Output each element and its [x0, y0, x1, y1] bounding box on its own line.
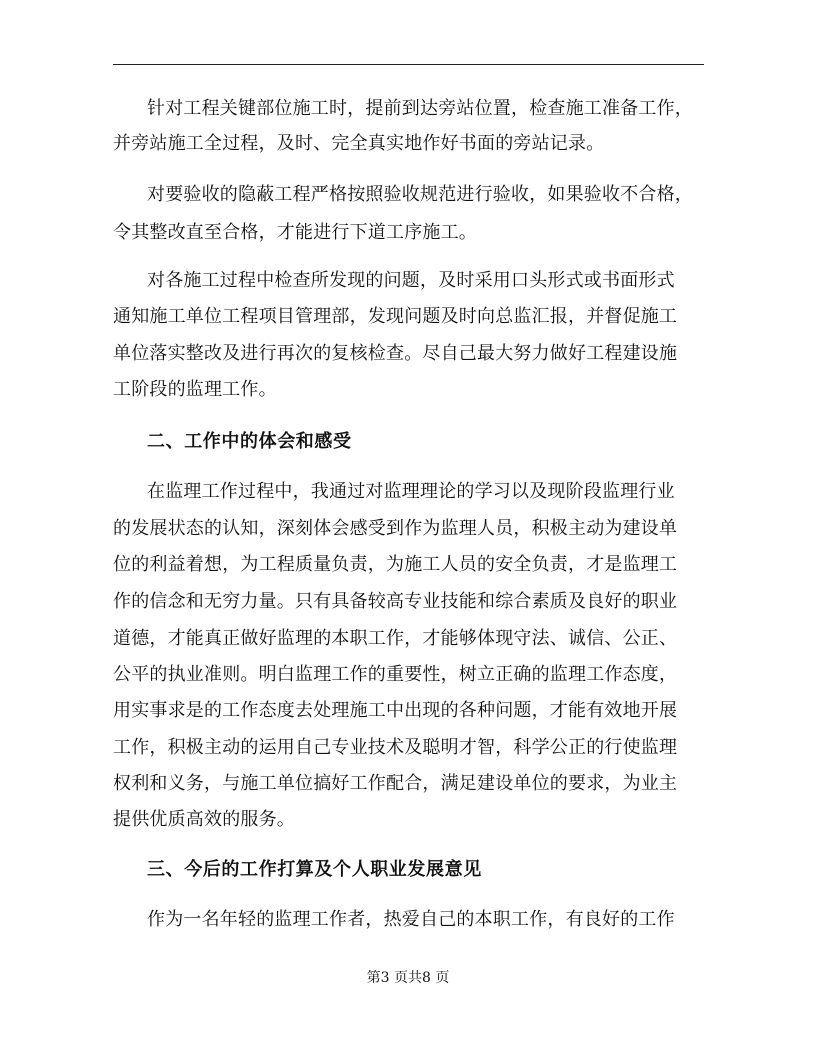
- paragraph-1-line-1: 针对工程关键部位施工时，提前到达旁站位置，检查施工准备工作，: [147, 98, 693, 119]
- section-heading-2: 二、工作中的体会和感受: [147, 431, 352, 452]
- paragraph-1-line-2: 并旁站施工全过程，及时、完全真实地作好书面的旁站记录。: [113, 133, 605, 154]
- section-heading-3: 三、今后的工作打算及个人职业发展意见: [147, 859, 482, 880]
- paragraph-4-line-2: 的发展状态的认知，深刻体会感受到作为监理人员，积极主动为建设单: [113, 518, 678, 539]
- paragraph-4-line-3: 位的利益着想，为工程质量负责，为施工人员的安全负责，才是监理工: [113, 554, 678, 575]
- paragraph-4-line-4: 作的信念和无穷力量。只有具备较高专业技能和综合素质及良好的职业: [113, 591, 678, 612]
- paragraph-3-line-4: 工阶段的监理工作。: [113, 379, 277, 400]
- paragraph-4-line-9: 权利和义务，与施工单位搞好工作配合，满足建设单位的要求，为业主: [113, 773, 678, 794]
- paragraph-4-line-5: 道德，才能真正做好监理的本职工作，才能够体现守法、诚信、公正、: [113, 628, 678, 649]
- page-number: 第3 页共8 页: [366, 970, 450, 986]
- paragraph-4-line-6: 公平的执业准则。明白监理工作的重要性，树立正确的监理工作态度，: [113, 664, 678, 685]
- paragraph-4-line-8: 工作，积极主动的运用自己专业技术及聪明才智，科学公正的行使监理: [113, 737, 678, 758]
- paragraph-4-line-7: 用实事求是的工作态度去处理施工中出现的各种问题，才能有效地开展: [113, 700, 678, 721]
- header-rule: [113, 64, 704, 65]
- paragraph-3-line-1: 对各施工过程中检查所发现的问题，及时采用口头形式或书面形式: [147, 270, 675, 291]
- paragraph-4-line-10: 提供优质高效的服务。: [113, 809, 295, 830]
- paragraph-2-line-1: 对要验收的隐蔽工程严格按照验收规范进行验收，如果验收不合格，: [147, 184, 693, 205]
- paragraph-4-line-1: 在监理工作过程中，我通过对监理理论的学习以及现阶段监理行业: [147, 481, 675, 502]
- paragraph-2-line-2: 令其整改直至合格，才能进行下道工序施工。: [113, 222, 477, 243]
- paragraph-5-line-1: 作为一名年轻的监理工作者，热爱自己的本职工作，有良好的工作: [147, 909, 675, 930]
- paragraph-3-line-3: 单位落实整改及进行再次的复核检查。尽自己最大努力做好工程建设施: [113, 343, 678, 364]
- paragraph-3-line-2: 通知施工单位工程项目管理部，发现问题及时向总监汇报，并督促施工: [113, 306, 678, 327]
